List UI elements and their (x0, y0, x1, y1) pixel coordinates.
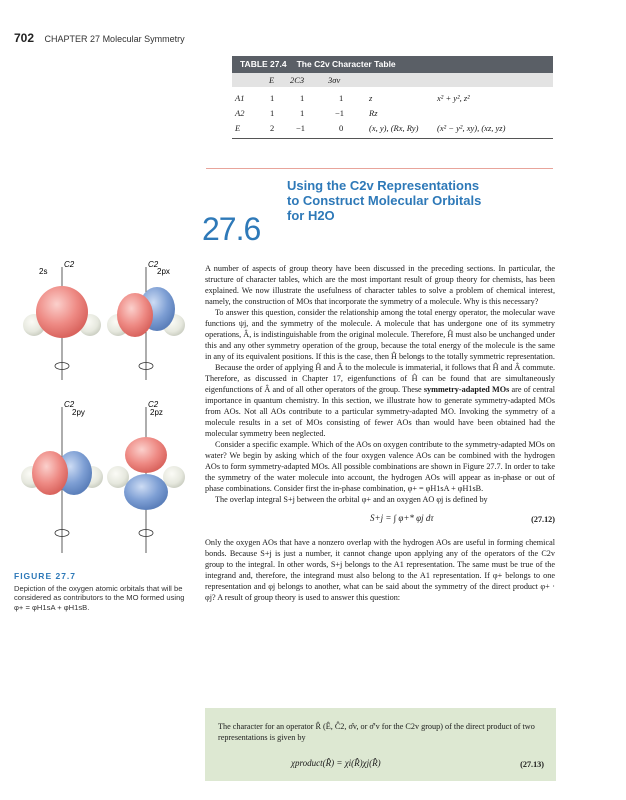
running-header (14, 31, 185, 45)
caption-title: FIGURE 27.7 (14, 571, 77, 581)
table-cell: 1 (270, 108, 275, 118)
section-title-line: for H2O (287, 208, 335, 223)
orbital-label: 2py (72, 408, 85, 417)
section-title (287, 178, 481, 223)
paragraph: A number of aspects of group theory have been discussed in the preceding sections. In particular, the structure of character tables, which are the most important result of group theory for chemists, has been explained. We now illustrate the usefulness of character tables to solve a problem of chemical interest, namely, the construction of MOs that incorporate the symmetry of a molecule. Why is this necessary? (205, 264, 555, 306)
callout-formula: χproduct(R̂) = χi(R̂)χj(R̂) (291, 758, 381, 768)
table-cell: 1 (300, 108, 305, 118)
paragraph: Consider a specific example. Which of the AOs on oxygen contribute to the symmetry-adapted MOs on water? We begin by asking which of the four oxygen valence AOs can be combined with the hydrogen AOs to form symmetry-adapted MOs. All possible combinations are shown in Figure 27.7. In order to take the symmetry of the water molecule into account, the hydrogen AOs will appear as in-phase or out of phase combinations. Consider first the in-phase combination, φ+ = φH1sA + φH1sB. (205, 440, 555, 493)
table-cell: (x² − y², xy), (xz, yz) (437, 123, 506, 133)
character-table (232, 56, 553, 139)
axis-label: C2 (64, 260, 75, 269)
table-cell: 1 (270, 93, 275, 103)
equation-formula: S+j = ∫ φ+* φj dτ (370, 513, 434, 523)
table-cell: z (369, 93, 373, 103)
paragraph-text: Because the order of applying Ĥ and Â to the molecule is immaterial, it follows that Ĥ and Â commute. Therefore, as discussed in Chapter 17, eigenfunctions of Ĥ can be found that are simultaneously eigenfunctions of Â and of all other operators of the group. These (205, 363, 555, 394)
table-cell: Rz (369, 108, 378, 118)
page-number: 702 (14, 31, 35, 45)
p-orbital-lobe-positive (117, 293, 153, 337)
figure-caption (14, 572, 192, 612)
orbital-label: 2s (39, 267, 48, 276)
table-title: The C2v Character Table (296, 59, 396, 69)
hydrogen-orbital (107, 466, 129, 488)
body-text (205, 263, 555, 603)
table-col-header: 3σv (328, 75, 341, 85)
table-cell: (x, y), (Rx, Ry) (369, 123, 419, 133)
paragraph: The overlap integral S+j between the orbital φ+ and an oxygen AO φj is defined by (215, 495, 488, 504)
table-label: TABLE 27.4 (240, 59, 287, 69)
section-number: 27.6 (202, 211, 261, 247)
axis-label: C2 (148, 260, 159, 269)
table-cell: 1 (339, 93, 344, 103)
orbital-2pz (107, 400, 185, 553)
table-cell: −1 (296, 123, 306, 133)
table-cell: A1 (235, 93, 245, 103)
callout-text: The character for an operator R̂ (Ê, Ĉ2, σ̂v, or σ̂′v for the C2v group) of the direct product of two representations is given by (218, 722, 535, 742)
p-orbital-lobe-negative (124, 474, 168, 510)
orbital-diagram (14, 255, 194, 555)
axis-label: C2 (148, 400, 159, 409)
paragraph: To answer this question, consider the relationship among the total energy operator, the molecular wave functions ψj, and the symmetry of the molecule. A molecule that has undergone one of its symmetry operations, Â, is indistinguishable from the original molecule. Therefore, Ĥ must also be unchanged under this and any other symmetry operation of the group, because the total energy of the molecule is the same in any of its equivalent positions. If this is the case, then Ĥ belongs to the totally symmetric representation. (205, 308, 555, 361)
p-orbital-lobe-positive (125, 437, 167, 473)
axis-label: C2 (64, 400, 75, 409)
equation-27-12 (205, 507, 555, 533)
table-cell: 1 (300, 93, 305, 103)
orbital-2s (23, 260, 101, 380)
orbital-label: 2pz (150, 408, 163, 417)
table-row (232, 121, 553, 136)
equation-number: (27.12) (531, 515, 555, 524)
callout-box (205, 708, 556, 781)
hydrogen-orbital (163, 466, 185, 488)
chapter-title: CHAPTER 27 Molecular Symmetry (44, 34, 185, 44)
table-cell: A2 (235, 108, 245, 118)
table-cell: −1 (335, 108, 345, 118)
paragraph: Only the oxygen AOs that have a nonzero overlap with the hydrogen AOs are useful in forming chemical bonds. Because S+j is just a number, it cannot change upon applying any of the operators of the C2v group to the integral. In other words, S+j belongs to the A1 representation. The same must be true of the integrand and, therefore, the integrand must also belong to the A1 representation. If φ+ belongs to one representation and φj belongs to another, what can be said about the symmetry of the direct product φ+ · φj? A result of group theory is used to answer this question: (205, 538, 555, 602)
table-title-bar (232, 56, 553, 73)
table-header-row (232, 73, 553, 87)
table-row (232, 91, 553, 106)
table-body (232, 87, 553, 139)
section-title-line: Using the C2v Representations (287, 178, 480, 193)
orbital-2py (21, 400, 103, 553)
s-orbital-lobe (36, 286, 88, 338)
table-col-header: E (269, 75, 275, 85)
table-cell: 2 (270, 123, 275, 133)
key-term: symmetry-adapted MOs (423, 385, 510, 394)
table-row (232, 106, 553, 121)
table-cell: x² + y², z² (437, 93, 470, 103)
orbital-label: 2px (157, 267, 170, 276)
table-cell: E (235, 123, 241, 133)
table-cell: 0 (339, 123, 344, 133)
paragraph-text: are of central importance in quantum chemistry. In this section, we illustrate how to generate symmetry-adapted MOs from AOs. Not all AOs contribute to a particular symmetry-adapted MO. Invoking the symmetry of a molecule results in a set of MOs consisting of fewer AOs than would have been obtained had the molecular symmetry been neglected. (205, 385, 555, 438)
paragraph (205, 362, 555, 439)
p-orbital-lobe-positive (32, 451, 68, 495)
section-title-line: to Construct Molecular Orbitals (287, 193, 482, 208)
caption-text: Depiction of the oxygen atomic orbitals that will be considered as contributors to the MO formed using φ+ = φH1sA + φH1sB. (14, 583, 185, 612)
orbital-2px (107, 260, 185, 380)
orbital-figure (14, 255, 194, 555)
equation-number: (27.13) (520, 760, 544, 769)
table-col-header: 2C3 (290, 75, 305, 85)
section-rule (206, 168, 553, 169)
